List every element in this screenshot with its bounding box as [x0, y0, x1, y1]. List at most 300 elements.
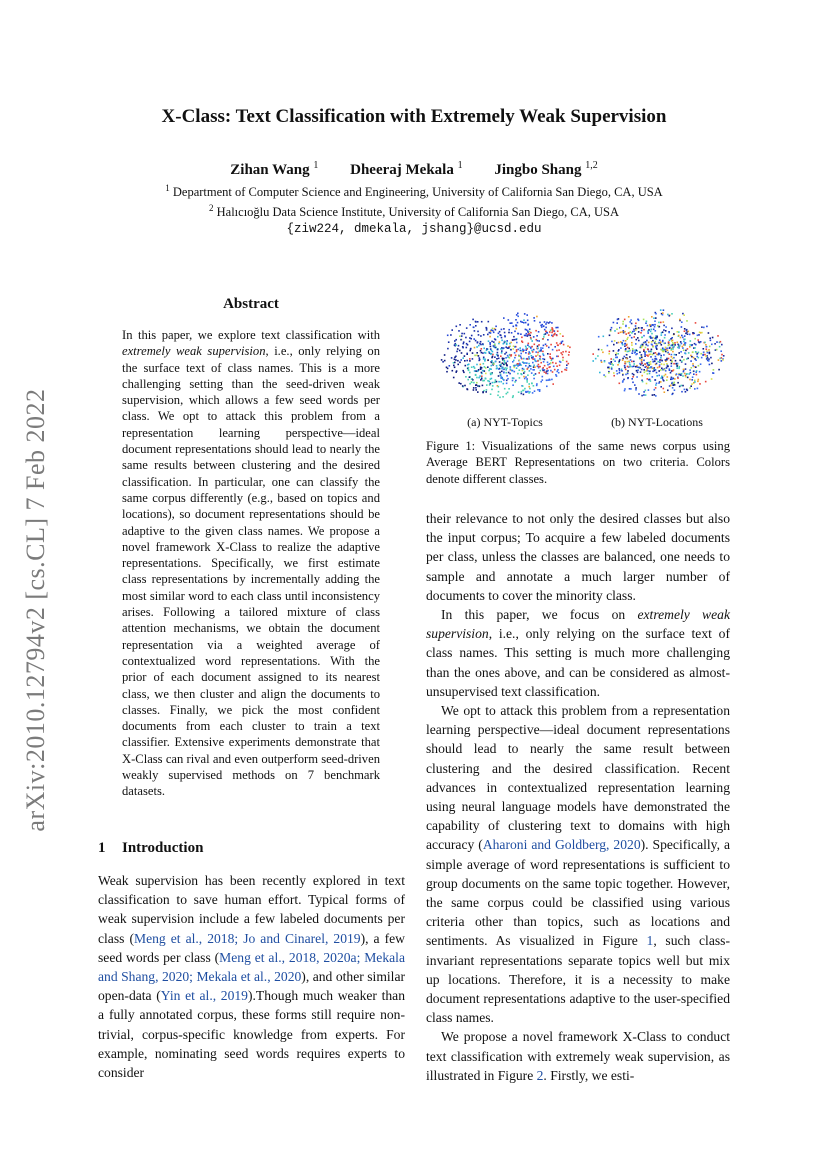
- scatter-point: [493, 363, 495, 365]
- scatter-point: [627, 337, 629, 339]
- scatter-point: [514, 346, 516, 348]
- scatter-point: [713, 369, 715, 371]
- scatter-point: [682, 313, 684, 315]
- scatter-point: [479, 357, 481, 359]
- scatter-point: [519, 377, 521, 379]
- scatter-point: [633, 363, 635, 365]
- scatter-point: [537, 345, 539, 347]
- scatter-point: [506, 352, 508, 354]
- scatter-point: [663, 309, 665, 311]
- scatter-point: [682, 346, 684, 348]
- scatter-point: [624, 365, 626, 367]
- scatter-point: [659, 326, 661, 328]
- scatter-point: [562, 341, 564, 343]
- scatter-point: [489, 342, 491, 344]
- scatter-point: [505, 372, 507, 374]
- scatter-point: [458, 330, 460, 332]
- scatter-point: [627, 351, 629, 353]
- scatter-point: [666, 363, 668, 365]
- scatter-point: [466, 360, 468, 362]
- scatter-point: [660, 309, 662, 311]
- scatter-point: [641, 360, 643, 362]
- scatter-point: [659, 353, 661, 355]
- scatter-point: [526, 381, 528, 383]
- scatter-point: [477, 391, 479, 393]
- scatter-point: [499, 372, 501, 374]
- scatter-point: [514, 352, 516, 354]
- scatter-point: [547, 364, 549, 366]
- scatter-point: [622, 374, 624, 376]
- scatter-point: [550, 362, 552, 364]
- scatter-point: [681, 360, 683, 362]
- scatter-point: [562, 359, 564, 361]
- scatter-point: [505, 357, 507, 359]
- scatter-point: [516, 349, 518, 351]
- scatter-point: [493, 341, 495, 343]
- scatter-point: [671, 354, 673, 356]
- figure-ref-link[interactable]: 2: [536, 1067, 544, 1083]
- scatter-point: [552, 328, 554, 330]
- scatter-point: [501, 329, 503, 331]
- scatter-point: [669, 315, 671, 317]
- scatter-point: [507, 347, 509, 349]
- scatter-point: [621, 370, 623, 372]
- scatter-point: [498, 358, 500, 360]
- scatter-point: [657, 367, 659, 369]
- scatter-point: [544, 359, 546, 361]
- intro-text: ), and other similar open-data (: [98, 969, 406, 1004]
- scatter-point: [670, 360, 672, 362]
- scatter-point: [535, 355, 537, 357]
- scatter-point: [694, 347, 696, 349]
- paragraph: [426, 509, 730, 605]
- scatter-point: [706, 358, 708, 360]
- scatter-point: [659, 361, 661, 363]
- scatter-point: [686, 373, 688, 375]
- scatter-point: [699, 332, 701, 334]
- scatter-point: [534, 390, 536, 392]
- scatter-point: [509, 322, 511, 324]
- scatter-point: [475, 325, 477, 327]
- scatter-point: [647, 373, 649, 375]
- scatter-point: [476, 355, 478, 357]
- scatter-point: [629, 331, 631, 333]
- scatter-point: [611, 361, 613, 363]
- scatter-point: [489, 336, 491, 338]
- scatter-point: [711, 363, 713, 365]
- scatter-point: [693, 357, 695, 359]
- scatter-point: [625, 343, 627, 345]
- scatter-point: [645, 394, 647, 396]
- scatter-point: [697, 335, 699, 337]
- scatter-point: [638, 340, 640, 342]
- scatter-point: [683, 371, 685, 373]
- scatter-point: [626, 358, 628, 360]
- scatter-point: [647, 332, 649, 334]
- scatter-point: [456, 351, 458, 353]
- scatter-point: [531, 372, 533, 374]
- scatter-point: [676, 365, 678, 367]
- scatter-point: [665, 347, 667, 349]
- scatter-point: [668, 345, 670, 347]
- scatter-point: [655, 387, 657, 389]
- scatter-point: [518, 333, 520, 335]
- scatter-point: [639, 358, 641, 360]
- scatter-point: [566, 364, 568, 366]
- scatter-point: [691, 345, 693, 347]
- scatter-point: [659, 364, 661, 366]
- scatter-point: [677, 344, 679, 346]
- scatter-point: [668, 332, 670, 334]
- scatter-point: [695, 366, 697, 368]
- scatter-point: [655, 341, 657, 343]
- scatter-point: [631, 378, 633, 380]
- scatter-point: [683, 349, 685, 351]
- scatter-point: [474, 330, 476, 332]
- scatter-point: [631, 337, 633, 339]
- scatter-point: [666, 359, 668, 361]
- scatter-point: [643, 335, 645, 337]
- scatter-point: [649, 373, 651, 375]
- scatter-point: [555, 363, 557, 365]
- scatter-point: [528, 383, 530, 385]
- scatter-point: [681, 356, 683, 358]
- scatter-point: [679, 386, 681, 388]
- scatter-point: [500, 364, 502, 366]
- scatter-point: [514, 331, 516, 333]
- scatter-point: [636, 370, 638, 372]
- scatter-point: [481, 352, 483, 354]
- scatter-point: [461, 333, 463, 335]
- scatter-point: [562, 357, 564, 359]
- abstract-heading: Abstract: [223, 296, 279, 312]
- scatter-point: [459, 350, 461, 352]
- scatter-point: [475, 389, 477, 391]
- citation-link[interactable]: Aharoni and Goldberg, 2020: [482, 837, 641, 853]
- scatter-point: [524, 313, 526, 315]
- author-list: [0, 160, 828, 179]
- scatter-point: [654, 320, 656, 322]
- scatter-point: [511, 332, 513, 334]
- citation-link[interactable]: Meng et al., 2018; Jo and Cinarel, 2019: [133, 930, 361, 946]
- scatter-point: [543, 361, 545, 363]
- scatter-point: [522, 385, 524, 387]
- scatter-point: [529, 353, 531, 355]
- scatter-point: [500, 365, 502, 367]
- scatter-point: [515, 339, 517, 341]
- scatter-point: [463, 343, 465, 345]
- scatter-point: [660, 369, 662, 371]
- scatter-point: [695, 344, 697, 346]
- scatter-point: [473, 387, 475, 389]
- arxiv-id-text: arXiv:2010.12794v2 [cs.CL] 7 Feb 2022: [21, 388, 50, 832]
- scatter-point: [663, 321, 665, 323]
- scatter-point: [520, 357, 522, 359]
- scatter-point: [500, 381, 502, 383]
- scatter-point: [447, 348, 449, 350]
- scatter-point: [527, 391, 529, 393]
- scatter-point: [643, 394, 645, 396]
- scatter-point: [536, 383, 538, 385]
- citation-link[interactable]: Meng et al., 2018, 2020a; Mekala and Shang, 2020; Mekala et al., 2020: [98, 949, 405, 985]
- scatter-point: [545, 327, 547, 329]
- scatter-point: [653, 353, 655, 355]
- scatter-point: [703, 351, 705, 353]
- scatter-point: [495, 329, 497, 331]
- scatter-point: [514, 367, 516, 369]
- scatter-point: [536, 316, 538, 318]
- scatter-point: [618, 368, 620, 370]
- scatter-point: [691, 383, 693, 385]
- scatter-point: [708, 332, 710, 334]
- author-name: Jingbo Shang: [494, 162, 582, 178]
- scatter-point: [562, 351, 564, 353]
- scatter-point: [663, 364, 665, 366]
- scatter-point: [692, 376, 694, 378]
- scatter-point: [685, 376, 687, 378]
- scatter-point: [459, 335, 461, 337]
- scatter-point: [677, 377, 679, 379]
- scatter-point: [566, 369, 568, 371]
- scatter-point: [627, 373, 629, 375]
- scatter-point: [526, 347, 528, 349]
- scatter-point: [689, 334, 691, 336]
- scatter-point: [685, 368, 687, 370]
- scatter-point: [632, 382, 634, 384]
- scatter-point: [499, 341, 501, 343]
- scatter-point: [503, 317, 505, 319]
- figure-ref-link[interactable]: 1: [646, 933, 654, 949]
- scatter-point: [680, 374, 682, 376]
- scatter-point: [546, 380, 548, 382]
- scatter-point: [529, 335, 531, 337]
- scatter-point: [661, 368, 663, 370]
- scatter-point: [619, 383, 621, 385]
- scatter-point: [501, 347, 503, 349]
- scatter-point: [464, 355, 466, 357]
- scatter-point: [520, 350, 522, 352]
- scatter-point: [662, 314, 664, 316]
- scatter-point: [497, 349, 499, 351]
- citation-link[interactable]: Yin et al., 2019: [160, 988, 248, 1004]
- scatter-point: [537, 360, 539, 362]
- scatter-point: [703, 348, 705, 350]
- scatter-point: [660, 355, 662, 357]
- scatter-point: [665, 359, 667, 361]
- scatter-point: [466, 347, 468, 349]
- scatter-point: [491, 329, 493, 331]
- scatter-point: [650, 363, 652, 365]
- scatter-point: [666, 348, 668, 350]
- scatter-point: [647, 348, 649, 350]
- scatter-point: [637, 369, 639, 371]
- scatter-point: [540, 370, 542, 372]
- scatter-point: [521, 321, 523, 323]
- scatter-point: [644, 372, 646, 374]
- scatter-point: [550, 344, 552, 346]
- scatter-point: [513, 336, 515, 338]
- paragraph-text: We propose a novel framework X-Class to conduct text classification with extremely weak supervision, as illustrated in Figure: [426, 1029, 730, 1083]
- scatter-point: [529, 391, 531, 393]
- scatter-point: [454, 367, 456, 369]
- affiliation-sup: 1: [165, 183, 170, 193]
- scatter-point: [642, 365, 644, 367]
- scatter-point: [635, 328, 637, 330]
- scatter-point: [487, 380, 489, 382]
- scatter-point: [672, 342, 674, 344]
- scatter-point: [530, 368, 532, 370]
- scatter-point: [516, 351, 518, 353]
- scatter-point: [666, 367, 668, 369]
- scatter-point: [563, 344, 565, 346]
- scatter-point: [664, 337, 666, 339]
- scatter-point: [613, 344, 615, 346]
- scatter-point: [633, 329, 635, 331]
- scatter-point: [542, 358, 544, 360]
- scatter-point: [659, 366, 661, 368]
- scatter-point: [461, 352, 463, 354]
- scatter-point: [446, 371, 448, 373]
- author-2: [350, 162, 462, 178]
- scatter-point: [617, 364, 619, 366]
- scatter-point: [651, 337, 653, 339]
- scatter-point: [641, 395, 643, 397]
- scatter-point: [704, 354, 706, 356]
- scatter-point: [671, 363, 673, 365]
- scatter-point: [657, 361, 659, 363]
- scatter-point: [621, 369, 623, 371]
- scatter-point: [658, 322, 660, 324]
- scatter-point: [503, 372, 505, 374]
- scatter-point: [512, 384, 514, 386]
- scatter-point: [542, 351, 544, 353]
- scatter-point: [512, 339, 514, 341]
- scatter-point: [460, 339, 462, 341]
- scatter-point: [484, 360, 486, 362]
- scatter-point: [506, 393, 508, 395]
- scatter-point: [679, 366, 681, 368]
- scatter-point: [474, 355, 476, 357]
- scatter-point: [646, 340, 648, 342]
- scatter-point: [506, 364, 508, 366]
- abstract-emphasis: extremely weak supervision: [122, 344, 266, 359]
- scatter-point: [512, 361, 514, 363]
- scatter-point: [491, 373, 493, 375]
- scatter-point: [674, 344, 676, 346]
- scatter-point: [480, 350, 482, 352]
- scatter-point: [479, 375, 481, 377]
- scatter-point: [647, 355, 649, 357]
- scatter-point: [625, 333, 627, 335]
- scatter-point: [702, 354, 704, 356]
- scatter-point: [508, 372, 510, 374]
- scatter-point: [695, 322, 697, 324]
- scatter-point: [642, 344, 644, 346]
- scatter-point: [504, 353, 506, 355]
- scatter-point: [503, 328, 505, 330]
- scatter-point: [547, 373, 549, 375]
- scatter-point: [560, 352, 562, 354]
- scatter-point: [513, 345, 515, 347]
- scatter-point: [475, 340, 477, 342]
- scatter-point: [514, 381, 516, 383]
- scatter-point: [643, 360, 645, 362]
- scatter-point: [661, 360, 663, 362]
- scatter-point: [619, 370, 621, 372]
- scatter-point: [630, 359, 632, 361]
- scatter-point: [628, 316, 630, 318]
- scatter-point: [478, 377, 480, 379]
- scatter-point: [668, 358, 670, 360]
- scatter-point: [520, 373, 522, 375]
- scatter-point: [519, 359, 521, 361]
- scatter-point: [663, 349, 665, 351]
- scatter-point: [486, 389, 488, 391]
- scatter-point: [609, 335, 611, 337]
- scatter-point: [672, 387, 674, 389]
- scatter-point: [667, 352, 669, 354]
- paragraph: [426, 701, 730, 1027]
- scatter-point: [531, 340, 533, 342]
- scatter-point: [495, 361, 497, 363]
- scatter-point: [664, 391, 666, 393]
- scatter-point: [627, 347, 629, 349]
- scatter-point: [499, 361, 501, 363]
- scatter-point: [624, 363, 626, 365]
- scatter-point: [484, 366, 486, 368]
- scatter-point: [458, 345, 460, 347]
- scatter-point: [456, 326, 458, 328]
- scatter-point: [502, 362, 504, 364]
- scatter-point: [663, 325, 665, 327]
- scatter-point: [620, 332, 622, 334]
- scatter-point: [652, 346, 654, 348]
- scatter-point: [466, 327, 468, 329]
- scatter-point: [544, 329, 546, 331]
- scatter-point: [506, 340, 508, 342]
- scatter-point: [660, 341, 662, 343]
- scatter-point: [699, 383, 701, 385]
- scatter-point: [722, 359, 724, 361]
- scatter-point: [680, 341, 682, 343]
- scatter-point: [667, 376, 669, 378]
- scatter-point: [668, 341, 670, 343]
- scatter-point: [569, 347, 571, 349]
- author-1: [230, 162, 318, 178]
- scatter-point: [634, 350, 636, 352]
- scatter-point: [523, 322, 525, 324]
- scatter-point: [663, 354, 665, 356]
- scatter-point: [537, 354, 539, 356]
- scatter-point: [686, 329, 688, 331]
- scatter-point: [517, 373, 519, 375]
- scatter-point: [682, 347, 684, 349]
- scatter-point: [478, 355, 480, 357]
- scatter-point: [656, 344, 658, 346]
- scatter-point: [476, 382, 478, 384]
- scatter-point: [691, 356, 693, 358]
- scatter-point: [444, 354, 446, 356]
- scatter-point: [721, 344, 723, 346]
- scatter-point: [504, 332, 506, 334]
- scatter-point: [543, 345, 545, 347]
- scatter-point: [629, 350, 631, 352]
- scatter-point: [637, 372, 639, 374]
- scatter-point: [551, 379, 553, 381]
- scatter-point: [624, 331, 626, 333]
- scatter-point: [501, 352, 503, 354]
- scatter-point: [510, 368, 512, 370]
